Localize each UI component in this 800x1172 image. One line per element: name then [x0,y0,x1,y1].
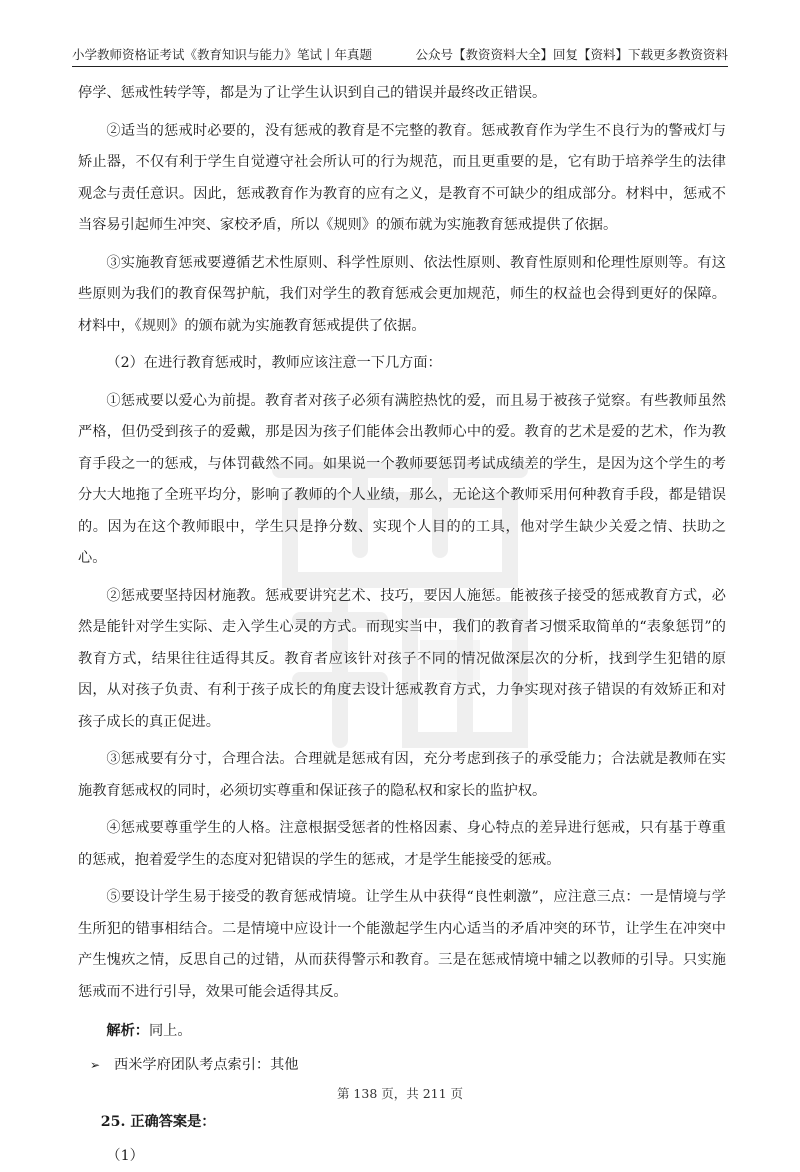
paragraph-item-5: ⑤要设计学生易于接受的教育惩戒情境。让学生从中获得“良性刺激”，应注意三点：一是情境与学生所犯的错事相结合。二是情境中应设计一个能激起学生内心适当的矛盾冲突的环节，让学生在冲突中产生愧疚之情，反思自己的过错，从而获得警示和教育。三是在惩戒情境中辅之以教师的引导。只实施惩戒而不进行引导，效果可能会适得其反。 [78,882,726,1008]
analysis-label: 解析： [106,1023,149,1039]
paragraph-point-2: ②适当的惩戒时必要的，没有惩戒的教育是不完整的教育。惩戒教育作为学生不良行为的警戒灯与矫止器，不仅有利于学生自觉遵守社会所认可的行为规范，而且更重要的是，它有助于培养学生的法律观念与责任意识。因此，惩戒教育作为教育的应有之义，是教育不可缺少的组成部分。材料中，惩戒不当容易引起师生冲突、家校矛盾，所以《规则》的颁布就为实施教育惩戒提供了依据。 [78,116,726,242]
answer-label: 正确答案是： [130,1114,215,1130]
paragraph-continuation: 停学、惩戒性转学等，都是为了让学生认识到自己的错误并最终改正错误。 [78,78,726,110]
analysis-text: 同上。 [149,1023,192,1039]
header-title: 小学教师资格证考试《教育知识与能力》笔试丨年真题 [72,44,372,66]
question-number: 25. [101,1114,126,1130]
paragraph-item-2: ②惩戒要坚持因材施教。惩戒要讲究艺术、技巧，要因人施惩。能被孩子接受的惩戒教育方式，必然是能针对学生实际、走入学生心灵的方式。而现实当中，我们的教育者习惯采取简单的“表象惩罚”的教育方式，结果往往适得其反。教育者应该针对孩子不同的情况做深层次的分析，找到学生犯错的原因，从对孩子负责、有利于孩子成长的角度去设计惩戒教育方式，力争实现对孩子错误的有效矫正和对孩子成长的真正促进。 [78,581,726,739]
paragraph-point-3: ③实施教育惩戒要遵循艺术性原则、科学性原则、依法性原则、教育性原则和伦理性原则等。有这些原则为我们的教育保驾护航，我们对学生的教育惩戒会更加规范，师生的权益也会得到更好的保障。材料中，《规则》的颁布就为实施教育惩戒提供了依据。 [78,248,726,343]
page-header [72,44,728,67]
document-body [78,78,726,1172]
paragraph-item-1: ①惩戒要以爱心为前提。教育者对孩子必须有满腔热忱的爱，而且易于被孩子觉察。有些教师虽然严格，但仍受到孩子的爱戴，那是因为孩子们能体会出教师心中的爱。教育的艺术是爱的艺术，作为教育手段之一的惩戒，与体罚截然不同。如果说一个教师要惩罚考试成绩差的学生，是因为这个学生的考分大大地拖了全班平均分，影响了教师的个人业绩，那么，无论这个教师采用何种教育手段，都是错误的。因为在这个教师眼中，学生只是挣分数、实现个人目的的工具，他对学生缺少关爱之情、扶助之心。 [78,386,726,575]
paragraph-item-3: ③惩戒要有分寸，合理合法。合理就是惩戒有因，充分考虑到孩子的承受能力；合法就是教师在实施教育惩戒权的同时，必须切实尊重和保证孩子的隐私权和家长的监护权。 [78,744,726,807]
analysis-line [78,1016,726,1048]
page-footer: 第 138 页，共 211 页 [0,1084,800,1102]
paragraph-section-2-heading: （2）在进行教育惩戒时，教师应该注意一下几方面： [78,348,726,380]
header-promo: 公众号【教资资料大全】回复【资料】下载更多教资资料 [415,44,728,66]
answer-subpoint: （1） [78,1141,726,1172]
index-bullet [78,1050,726,1082]
question-answer-heading [78,1107,726,1139]
index-text: 西米学府团队考点索引：其他 [114,1057,298,1073]
arrow-bullet-icon: ➢ [90,1050,114,1082]
paragraph-item-4: ④惩戒要尊重学生的人格。注意根据受惩者的性格因素、身心特点的差异进行惩戒，只有基于尊重的惩戒，抱着爱学生的态度对犯错误的学生的惩戒，才是学生能接受的惩戒。 [78,813,726,876]
